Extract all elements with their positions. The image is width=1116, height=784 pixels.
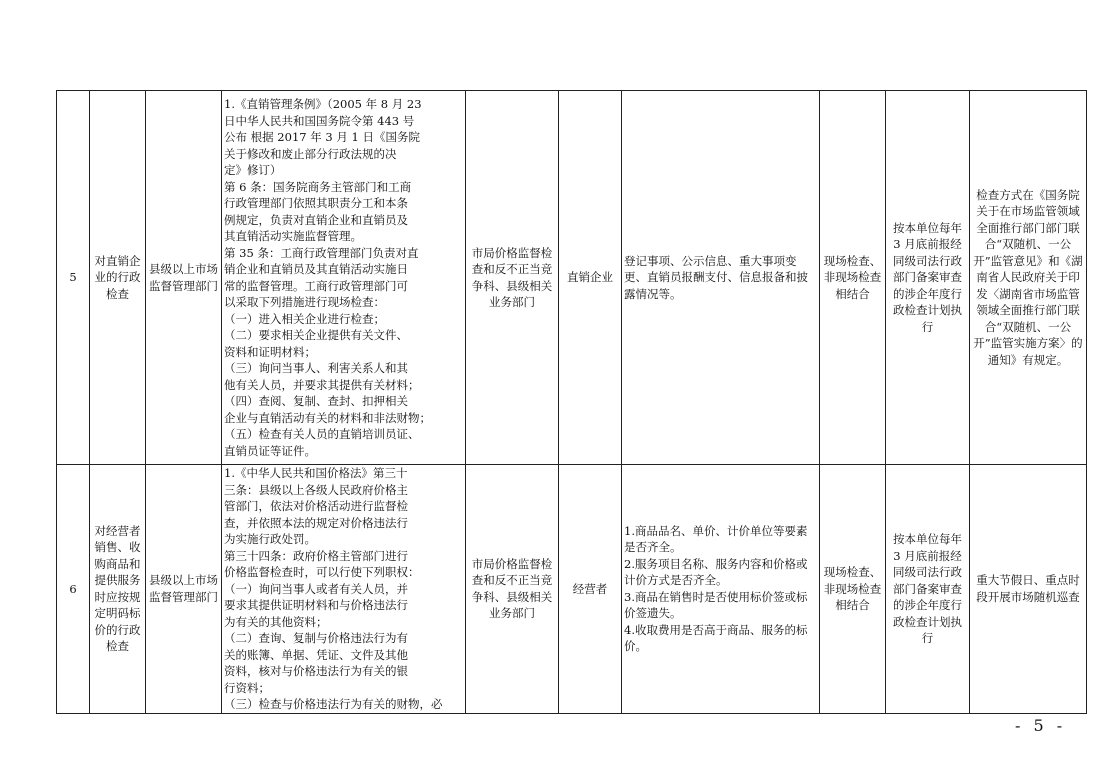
basis-line: （二）要求相关企业提供有关文件、 (224, 328, 408, 342)
basis-line: 直销员证等证件。 (224, 443, 316, 458)
row-number: 5 (57, 91, 90, 465)
implementing-department: 县级以上市场监督管理部门 (146, 465, 222, 714)
basis-line: 关的账簿、单据、凭证、文件及其他 (224, 647, 408, 662)
inspection-name: 对直销企业的行政检查 (90, 91, 146, 465)
basis-line: 价格监督检查时，可以行使下列职权： (224, 565, 420, 579)
inspection-name: 对经营者销售、收购商品和提供服务时应按规定明码标价的行政检查 (90, 465, 146, 714)
basis-line: （三）检查与价格违法行为有关的财物，必 (224, 697, 443, 711)
basis-line: 第三十四条：政府价格主管部门进行 (224, 548, 408, 563)
basis-line: 日中华人民共和国国务院令第 443 号 (224, 113, 415, 128)
content-item: 1.商品品名、单价、计价单位等要素是否齐全。 (624, 523, 808, 555)
basis-line: （二）查询、复制与价格违法行为有 (224, 631, 408, 645)
basis-line: （一）询问当事人或者有关人员，并 (224, 581, 408, 596)
row-number: 6 (57, 465, 90, 714)
basis-line: 行资料； (224, 680, 270, 695)
basis-line: 1.《直销管理条例》（2005 年 8 月 23 (224, 97, 422, 111)
basis-line: （五）检查有关人员的直销培训员证、 (224, 427, 420, 441)
inspection-method: 现场检查、非现场检查相结合 (820, 91, 886, 465)
implementing-department: 县级以上市场监督管理部门 (146, 91, 222, 465)
basis-line: 管部门，依法对价格活动进行监督检 (224, 499, 408, 513)
basis-line: 他有关人员，并要求其提供有关材料； (224, 377, 420, 392)
basis-line: 查，并依照本法的规定对价格违法行 (224, 515, 408, 530)
inspection-content: 登记事项、公示信息、重大事项变更、直销员报酬支付、信息报备和披露情况等。 (622, 91, 820, 465)
table-row (57, 465, 1087, 714)
basis-line: 例规定，负责对直销企业和直销员及 (224, 212, 408, 227)
inspection-plan: 按本单位每年 3 月底前报经同级司法行政部门备案审查的涉企年度行政检查计划执行 (886, 91, 970, 465)
legal-basis (222, 465, 466, 714)
basis-line: 其直销活动实施监督管理。 (224, 229, 362, 243)
basis-line: 1.《中华人民共和国价格法》第三十 (224, 466, 408, 480)
remarks: 检查方式在《国务院关于在市场监管领域全面推行部门部门联合“双随机、一公开”监管意见》和《湖南省人民政府关于印发〈湖南省市场监管领域全面推行部门联合“双随机、一公开”监管实施方案〉的通知》有规定。 (970, 91, 1087, 465)
basis-line: 为实施行政处罚。 (224, 532, 316, 546)
basis-line: （四）查阅、复制、查封、扣押相关 (224, 394, 408, 408)
inspection-plan: 按本单位每年 3 月底前报经同级司法行政部门备案审查的涉企年度行政检查计划执行 (886, 465, 970, 714)
content-item: 3.商品在销售时是否使用标价签或标价签遗失。 (624, 589, 808, 621)
basis-line: 公布 根据 2017 年 3 月 1 日《国务院 (224, 130, 420, 144)
basis-line: 资料，核对与价格违法行为有关的银 (224, 664, 408, 678)
inspection-object: 直销企业 (559, 91, 622, 465)
content-item: 4.收取费用是否高于商品、服务的标价。 (624, 622, 808, 654)
basis-line: 要求其提供证明材料和与价格违法行 (224, 598, 408, 612)
legal-basis (222, 91, 466, 465)
basis-line: 销企业和直销员及其直销活动实施日 (224, 262, 408, 276)
inspection-table (56, 90, 1087, 714)
basis-line: 第 6 条：国务院商务主管部门和工商 (224, 179, 412, 194)
basis-line: （一）进入相关企业进行检查； (224, 311, 385, 326)
inspection-method: 现场检查、非现场检查相结合 (820, 465, 886, 714)
content-item: 2.服务项目名称、服务内容和价格或计价方式是否齐全。 (624, 556, 808, 588)
page-number: - 5 - (1015, 716, 1067, 735)
basis-line: 三条：县级以上各级人民政府价格主 (224, 482, 408, 497)
table-row (57, 91, 1087, 465)
basis-line: 以采取下列措施进行现场检查： (224, 295, 385, 309)
basis-line: 定》修订） (224, 163, 282, 177)
inspection-content (622, 465, 820, 714)
responsible-unit: 市局价格监督检查和反不正当竞争科、县级相关业务部门 (466, 91, 559, 465)
basis-line: 为有关的其他资料； (224, 614, 328, 629)
basis-line: 第 35 条：工商行政管理部门负责对直 (224, 245, 419, 260)
basis-line: 关于修改和废止部分行政法规的决 (224, 146, 397, 161)
basis-line: （三）询问当事人、利害关系人和其 (224, 361, 408, 375)
basis-line: 资料和证明材料； (224, 344, 316, 359)
basis-line: 企业与直销活动有关的材料和非法财物； (224, 410, 431, 425)
responsible-unit: 市局价格监督检查和反不正当竞争科、县级相关业务部门 (466, 465, 559, 714)
basis-line: 常的监督管理。工商行政管理部门可 (224, 278, 408, 293)
remarks: 重大节假日、重点时段开展市场随机巡查 (970, 465, 1087, 714)
basis-line: 行政管理部门依照其职责分工和本条 (224, 196, 408, 210)
inspection-object: 经营者 (559, 465, 622, 714)
